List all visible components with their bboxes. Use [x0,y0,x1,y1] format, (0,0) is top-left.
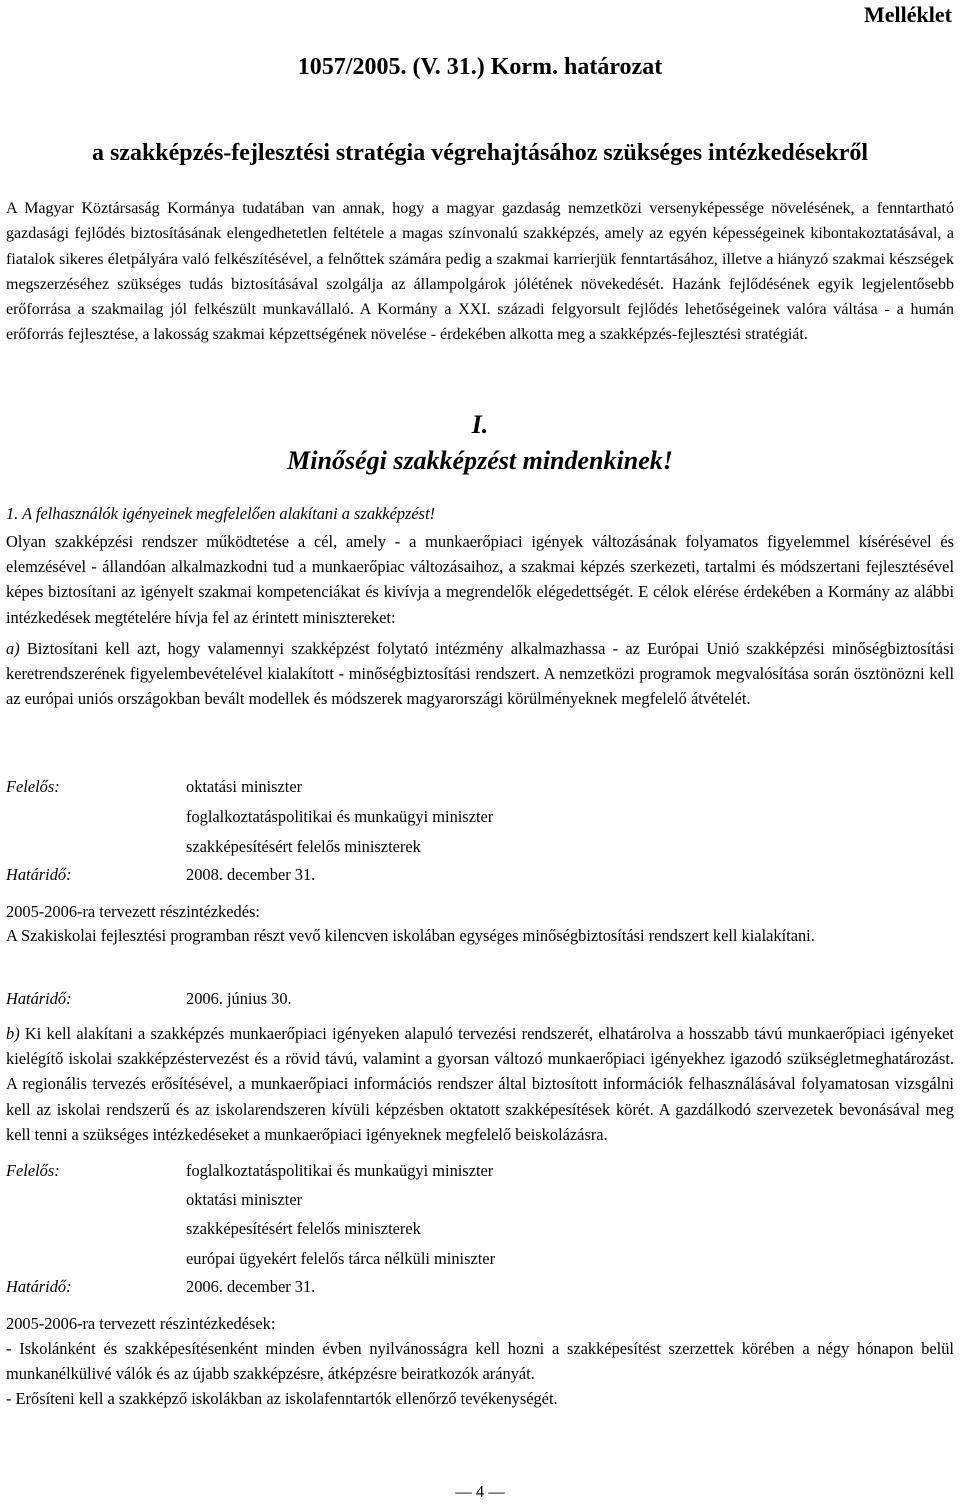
subtask-paragraph: A Szakiskolai fejlesztési programban részt vevő kilencven iskolában egységes minőségbiztosítási rendszert kell kialakítani. [6,926,815,945]
decree-number: 1057/2005. (V. 31.) Korm. határozat [297,54,663,80]
list-item: - Iskolánként és szakképesítésenként minden évben nyilvánosságra kell hozni a szakképesítést szerzettek körében a négy hónapon belül munkanélkülivé válók és az újabb szakképzésre, átképzésre beiratkozók arányát. [6,1339,954,1384]
item-b-paragraph [6,1021,954,1147]
item-text: Ki kell alakítani a szakképzés munkaerőpiaci igényeken alapuló tervezési rendszerét, elhatárolva a hosszabb távú munkaerőpiaci igényeket kielégítő iskolai szakképzéstervezést és a rövid távú, valamint a gyorsan változó munkaerőpiaci igényekhez igazodó szükségletmeghatározást. A regionális tervezés erősítésével, a munkaerőpiaci információs rendszer által biztosított információk felhasználásával folyamatosan vizsgálni kell az iskolai rendszerű és az iskolarendszeren kívüli képzésben oktatott szakképesítések körét. A gazdálkodó szervezetek bevonásával meg kell tenni a szükséges intézkedéseket a munkaerőpiaci igényeknek megfelelő beiskolázásra. [6,1024,954,1144]
item-a-paragraph [6,636,954,712]
deadline-date: 2006. június 30. [186,989,292,1008]
annex-label: Melléklet [864,2,952,27]
responsible-person: foglalkoztatáspolitikai és munkaügyi miniszter [186,1161,494,1180]
responsible-label: Felelős: [6,1161,60,1180]
responsible-person: szakképesítésért felelős miniszterek [186,1219,421,1238]
responsible-person: szakképesítésért felelős miniszterek [186,837,421,856]
item-letter: a) [6,639,20,658]
chapter-title: Minőségi szakképzést mindenkinek! [287,446,673,475]
decree-subject: a szakképzés-fejlesztési stratégia végrehajtásához szükséges intézkedésekről [91,140,869,166]
chapter-number: I. [471,410,489,439]
item-text: Biztosítani kell azt, hogy valamennyi szakképzést folytató intézmény alkalmazhassa - az Európai Unió szakképzési minőségbiztosítási keretrendszerének figyelembevételével kialakított - minőségbiztosítási rendszert. A nemzetközi programok megvalósítása során ösztönözni kell az európai uniós országokban bevált modellek és módszerek magyarországi körülményeknek megfelelő átvételét. [6,639,954,709]
page-number: — 4 — [455,1482,505,1501]
item-letter: b) [6,1024,20,1043]
subtask-heading: 2005-2006-ra tervezett részintézkedések: [6,1314,276,1333]
preamble-paragraph: A Magyar Köztársaság Kormánya tudatában van annak, hogy a magyar gazdaság nemzetközi versenyképessége növelésének, a fenntartható gazdasági fejlődés biztosításának elengedhetetlen feltétele a magas színvonalú szakképzés, amely az egyén képességeinek kibontakoztatásával, a fiatalok sikeres életpályára való felkészítésével, a felnőttek számára pedig a szakmai karrierjük fenntartásához, illetve a hiányzó szakmai készségek megszerzéséhez szükséges tudás biztosításával szolgálja az állampolgárok jólétének növekedését. Hazánk fejlődésének egyik legjelentősebb erőforrása a szakmailag jól felkészült munkavállaló. A Kormány a XXI. századi felgyorsult fejlődés lehetőségeinek valóra váltása - a humán erőforrás fejlesztése, a lakosság szakmai képzettségének növelése - érdekében alkotta meg a szakképzés-fejlesztési stratégiát. [6,200,954,344]
responsible-person: oktatási miniszter [186,777,303,796]
responsible-person: európai ügyekért felelős tárca nélküli miniszter [186,1249,496,1268]
subtask-list [6,1336,954,1412]
deadline-label: Határidő: [6,1277,72,1296]
responsible-label: Felelős: [6,777,60,796]
deadline-date: 2008. december 31. [186,865,316,884]
responsible-person: foglalkoztatáspolitikai és munkaügyi miniszter [186,807,494,826]
deadline-label: Határidő: [6,989,72,1008]
subtask-heading: 2005-2006-ra tervezett részintézkedés: [6,902,260,921]
section-title: 1. A felhasználók igényeinek megfelelően alakítani a szakképzést! [6,504,436,523]
deadline-label: Határidő: [6,865,72,884]
list-item: - Erősíteni kell a szakképző iskolákban az iskolafenntartók ellenőrző tevékenységét. [6,1389,558,1409]
deadline-date: 2006. december 31. [186,1277,316,1296]
section-paragraph: Olyan szakképzési rendszer működtetése a cél, amely - a munkaerőpiaci igények változásának folyamatos figyelemmel kísérésével és elemzésével - állandóan alkalmazkodni tud a munkaerőpiac változásaihoz, a szakmai képzés szerkezeti, tartalmi és módszertani fejlesztésével képes biztosítani az igényelt szakmai kompetenciákat és kivívja a megrendelők elégedettségét. E célok elérése érdekében a Kormány az alábbi intézkedések megtételére hívja fel az érintett minisztereket: [6,532,954,627]
responsible-person: oktatási miniszter [186,1190,303,1209]
